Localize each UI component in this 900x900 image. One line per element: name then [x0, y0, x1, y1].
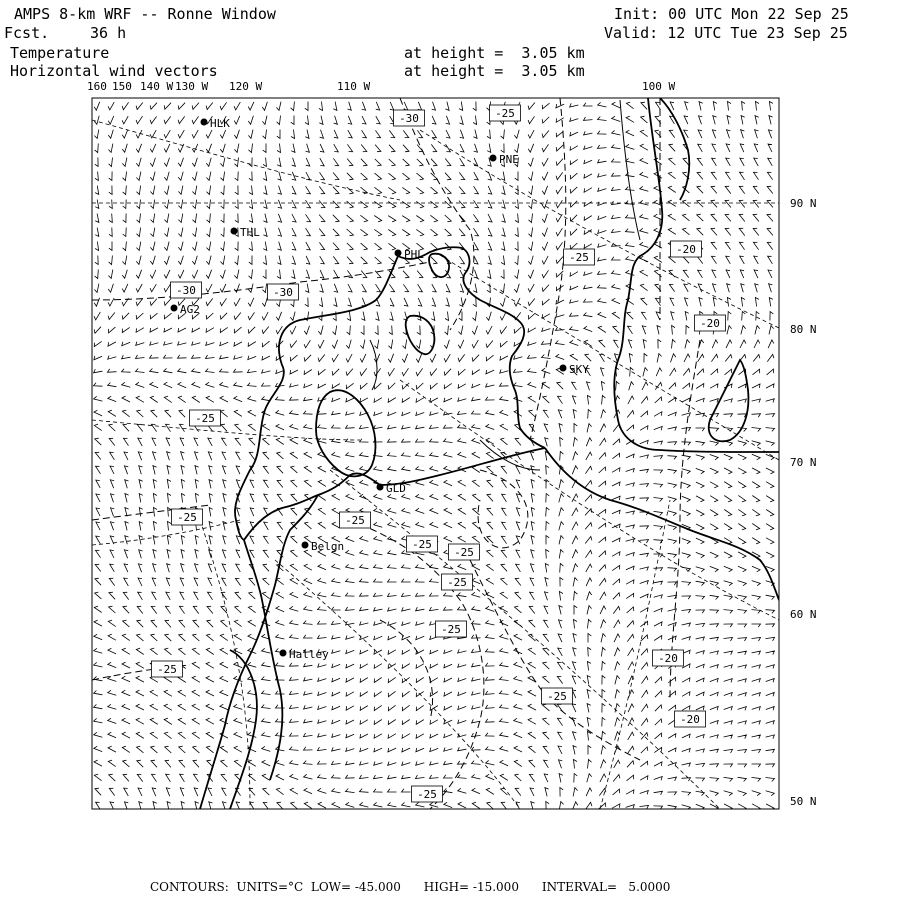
wind-vector-field [94, 102, 775, 811]
longitude-labels [87, 80, 675, 93]
coastlines [200, 98, 779, 809]
contour-label-text: -25 [441, 623, 461, 636]
latitude-label: 80 N [790, 323, 817, 336]
temperature-contours [92, 98, 700, 809]
station-markers [171, 117, 590, 661]
contour-label [394, 110, 425, 126]
contour-labels [152, 105, 726, 802]
contour-label-text: -20 [700, 317, 720, 330]
valid-time: Valid: 12 UTC Tue 23 Sep 25 [604, 24, 848, 42]
station-gld [377, 482, 406, 495]
longitude-label: 140 W [140, 80, 174, 93]
longitude-label: 100 W [642, 80, 676, 93]
contour-label-text: -25 [569, 251, 589, 264]
contour-label [340, 512, 371, 528]
contour-label [268, 284, 299, 300]
contour-label-text: -25 [454, 546, 474, 559]
station-ag2 [171, 303, 200, 316]
station-label: THL [240, 226, 260, 239]
station-label: PNE [499, 153, 519, 166]
station-thl [231, 226, 261, 239]
contour-label [490, 105, 521, 121]
station-dot [280, 650, 287, 657]
field-wind-vectors: Horizontal wind vectors [10, 62, 218, 80]
contour-label-text: -25 [495, 107, 515, 120]
station-dot [302, 542, 309, 549]
contour-info: CONTOURS: UNITS=°C LOW= -45.000 HIGH= -15.000 INTERVAL= 5.0000 [150, 880, 671, 894]
latitude-label: 50 N [790, 795, 817, 808]
forecast-hours: 36 h [90, 24, 127, 42]
station-dot [395, 250, 402, 257]
contour-label-text: -25 [345, 514, 365, 527]
contour-label-text: -30 [399, 112, 419, 125]
contour-label [190, 410, 221, 426]
wind-barbs-path [94, 102, 775, 811]
map-title: AMPS 8-km WRF -- Ronne Window [14, 5, 276, 23]
station-halley [280, 648, 330, 661]
longitude-label: 120 W [229, 80, 263, 93]
station-hlk [201, 117, 231, 130]
longitude-label: 160 [87, 80, 107, 93]
station-label: Halley [289, 648, 329, 661]
station-dot [377, 484, 384, 491]
station-label: SKY [569, 363, 589, 376]
contour-label [412, 786, 443, 802]
contour-label [675, 711, 706, 727]
contour-label [564, 249, 595, 265]
init-time: Init: 00 UTC Mon 22 Sep 25 [614, 5, 849, 23]
station-label: PHL [404, 248, 424, 261]
station-dot [490, 155, 497, 162]
contour-label [152, 661, 183, 677]
contour-label [171, 282, 202, 298]
longitude-label: 110 W [337, 80, 371, 93]
height-wind: at height = 3.05 km [404, 62, 585, 80]
contour-label-text: -25 [177, 511, 197, 524]
station-phl [395, 248, 425, 261]
station-dot [201, 119, 208, 126]
contour-label [671, 241, 702, 257]
latitude-label: 70 N [790, 456, 817, 469]
contour-label [172, 509, 203, 525]
field-temperature: Temperature [10, 44, 110, 62]
latitude-label: 60 N [790, 608, 817, 621]
contour-label-text: -25 [447, 576, 467, 589]
station-pne [490, 153, 519, 166]
contour-label [449, 544, 480, 560]
contour-label-text: -25 [547, 690, 567, 703]
station-label: AG2 [180, 303, 200, 316]
station-dot [171, 305, 178, 312]
contour-label [542, 688, 573, 704]
contour-label-text: -30 [176, 284, 196, 297]
latitude-label: 90 N [790, 197, 817, 210]
contour-label-text: -20 [658, 652, 678, 665]
contour-label [436, 621, 467, 637]
contour-label [695, 315, 726, 331]
contour-label [653, 650, 684, 666]
contour-label-text: -25 [412, 538, 432, 551]
contour-label [442, 574, 473, 590]
contour-label-text: -25 [157, 663, 177, 676]
contour-label-text: -25 [195, 412, 215, 425]
station-dot [560, 365, 567, 372]
contour-label-text: -25 [417, 788, 437, 801]
contour-label-text: -20 [680, 713, 700, 726]
station-label: HLK [210, 117, 230, 130]
longitude-label: 150 [112, 80, 132, 93]
station-dot [231, 228, 238, 235]
station-label: GLD [386, 482, 406, 495]
station-belgn [302, 540, 345, 553]
height-temperature: at height = 3.05 km [404, 44, 585, 62]
station-label: Belgn [311, 540, 345, 553]
forecast-label: Fcst. [4, 24, 50, 42]
contour-label-text: -20 [676, 243, 696, 256]
longitude-label: 130 W [175, 80, 209, 93]
contour-label-text: -30 [273, 286, 293, 299]
contour-label [407, 536, 438, 552]
latitude-labels [790, 197, 817, 808]
